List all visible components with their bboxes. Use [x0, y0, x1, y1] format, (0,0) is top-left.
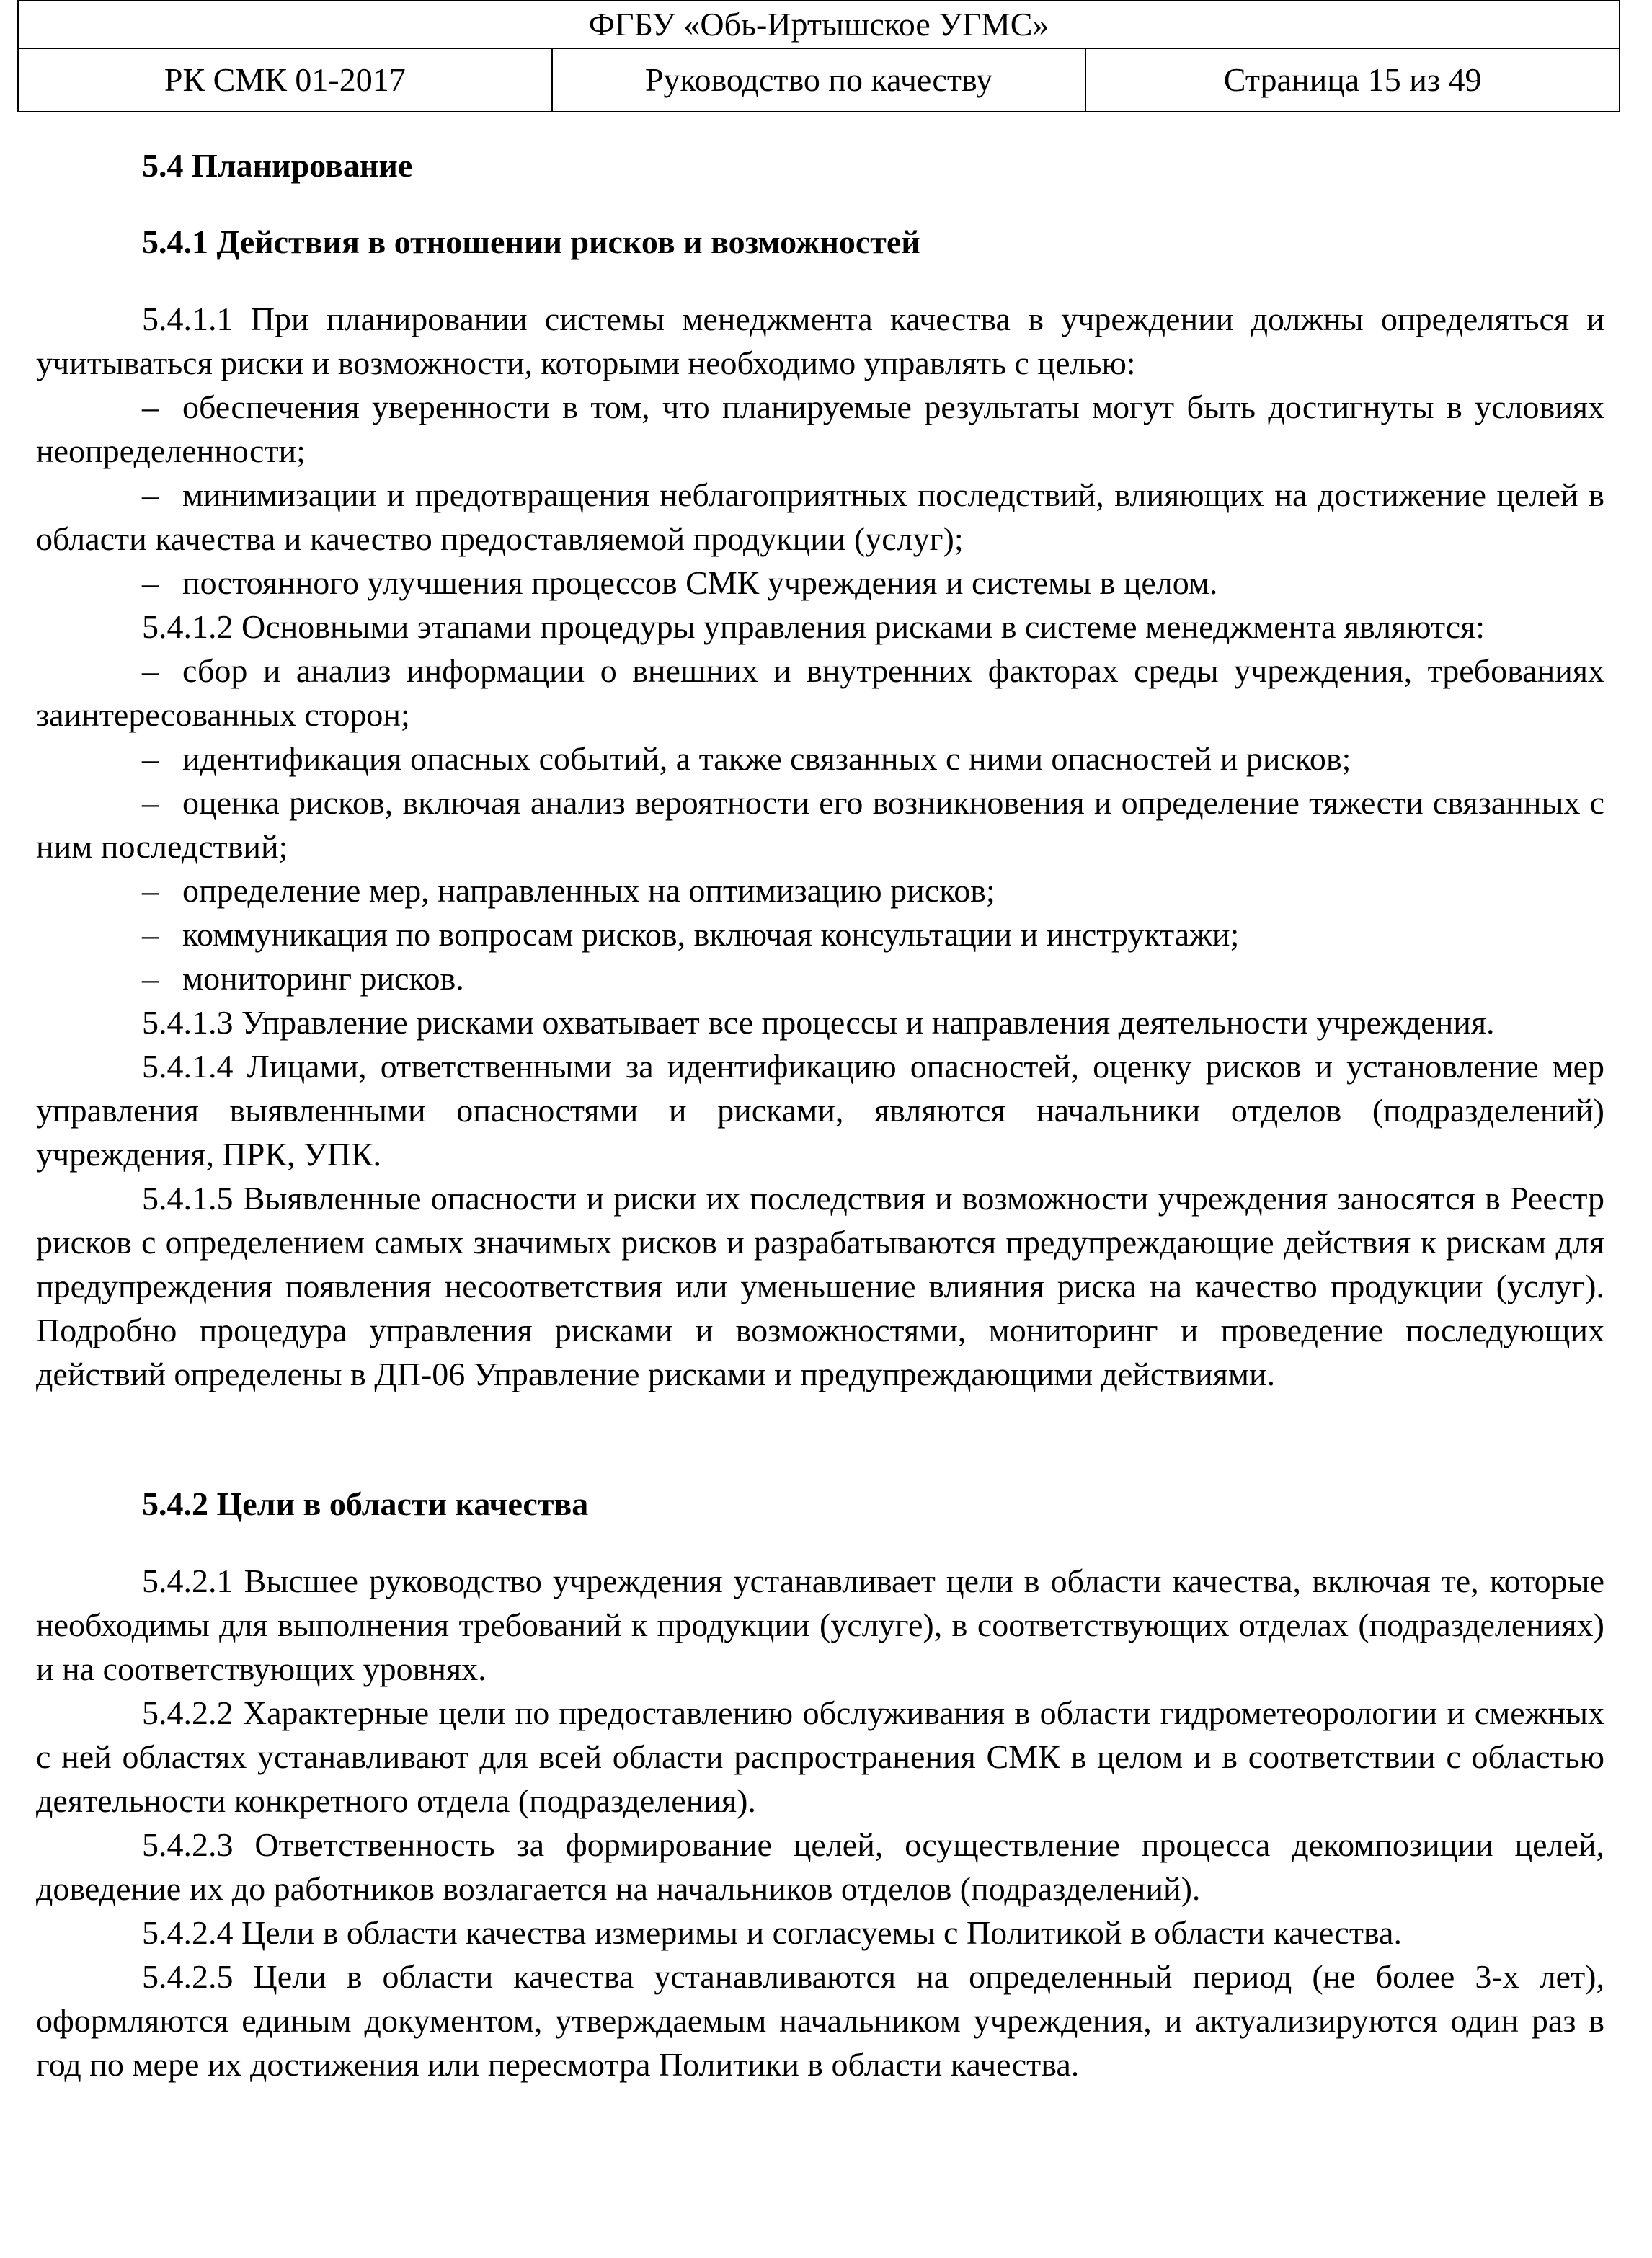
paragraph: 5.4.2.5 Цели в области качества устанавливаются на определенный период (не более 3-х лет), оформляются единым документом, утверждаемым начальником учреждения, и актуализируются один раз в год по мере их достижения или пересмотра Политики в области качества.	[36, 1958, 1604, 2083]
list-item	[36, 737, 1604, 781]
dash-marker: –	[142, 564, 159, 601]
list-item	[36, 385, 1604, 473]
list-item-text: сбор и анализ информации о внешних и внутренних факторах среды учреждения, требованиях заинтересованных сторон;	[36, 652, 1604, 733]
dash-marker: –	[142, 476, 159, 513]
subsection-heading: 5.4.2 Цели в области качества	[142, 1485, 589, 1522]
dash-marker: –	[142, 652, 159, 689]
dash-marker: –	[142, 740, 159, 777]
list-item	[36, 781, 1604, 868]
dash-marker: –	[142, 872, 159, 909]
paragraph: 5.4.2.4 Цели в области качества измеримы и согласуемы с Политикой в области качества.	[142, 1914, 1402, 1951]
section-heading: 5.4 Планирование	[142, 147, 413, 184]
dash-marker: –	[142, 784, 159, 821]
list-item-text: определение мер, направленных на оптимизацию рисков;	[182, 872, 995, 909]
paragraph: 5.4.1.2 Основными этапами процедуры управления рисками в системе менеджмента являются:	[142, 608, 1486, 645]
document-header	[17, 0, 1620, 112]
page-content	[36, 144, 1604, 2086]
dash-marker: –	[142, 960, 159, 997]
subsection-heading: 5.4.1 Действия в отношении рисков и возможностей	[142, 223, 920, 260]
dash-marker: –	[142, 916, 159, 953]
paragraph: 5.4.1.4 Лицами, ответственными за идентификацию опасностей, оценку рисков и установление мер управления выявленными опасностями и рисками, являются начальники отделов (подразделений) учреждения, ПРК, УПК.	[36, 1048, 1604, 1173]
list-item-text: постоянного улучшения процессов СМК учреждения и системы в целом.	[182, 564, 1218, 601]
list-item	[36, 912, 1604, 956]
paragraph: 5.4.2.3 Ответственность за формирование целей, осуществление процесса декомпозиции целей, доведение их до работников возлагается на начальников отделов (подразделений).	[36, 1826, 1604, 1907]
list-item	[36, 956, 1604, 1000]
paragraph: 5.4.1.5 Выявленные опасности и риски их последствия и возможности учреждения заносятся в Реестр рисков с определением самых значимых рисков и разрабатываются предупреждающие действия к рискам для предупреждения появления несоответствия или уменьшение влияния риска на качество продукции (услуг). Подробно процедура управления рисками и возможностями, мониторинг и проведение последующих действий определены в ДП-06 Управление рисками и предупреждающими действиями.	[36, 1180, 1604, 1392]
list-item	[36, 561, 1604, 605]
list-item-text: мониторинг рисков.	[182, 960, 464, 997]
list-item-text: оценка рисков, включая анализ вероятности его возникновения и определение тяжести связанных с ним последствий;	[36, 784, 1604, 865]
list-item-text: минимизации и предотвращения неблагоприятных последствий, влияющих на достижение целей в области качества и качество предоставляемой продукции (услуг);	[36, 476, 1604, 557]
list-item	[36, 473, 1604, 561]
dash-marker: –	[142, 388, 159, 425]
list-item-text: идентификация опасных событий, а также связанных с ними опасностей и рисков;	[182, 740, 1351, 777]
paragraph: 5.4.2.1 Высшее руководство учреждения устанавливает цели в области качества, включая те, которые необходимы для выполнения требований к продукции (услуге), в соответствующих отделах (подразделениях) и на соответствующих уровнях.	[36, 1563, 1604, 1687]
paragraph: 5.4.1.3 Управление рисками охватывает все процессы и направления деятельности учреждения.	[142, 1004, 1495, 1041]
organization-name: ФГБУ «Обь-Иртышское УГМС»	[18, 1, 1620, 48]
page-number: Страница 15 из 49	[1085, 48, 1620, 112]
list-item-text: коммуникация по вопросам рисков, включая консультации и инструктажи;	[182, 916, 1240, 953]
list-item	[36, 868, 1604, 912]
document-title: Руководство по качеству	[552, 48, 1086, 112]
list-item	[36, 649, 1604, 737]
document-code: РК СМК 01-2017	[18, 48, 552, 112]
list-item-text: обеспечения уверенности в том, что планируемые результаты могут быть достигнуты в условиях неопределенности;	[36, 388, 1604, 469]
paragraph: 5.4.2.2 Характерные цели по предоставлению обслуживания в области гидрометеорологии и смежных с ней областях устанавливают для всей области распространения СМК в целом и в соответствии с областью деятельности конкретного отдела (подразделения).	[36, 1694, 1604, 1819]
paragraph: 5.4.1.1 При планировании системы менеджмента качества в учреждении должны определяться и учитываться риски и возможности, которыми необходимо управлять с целью:	[36, 301, 1604, 381]
